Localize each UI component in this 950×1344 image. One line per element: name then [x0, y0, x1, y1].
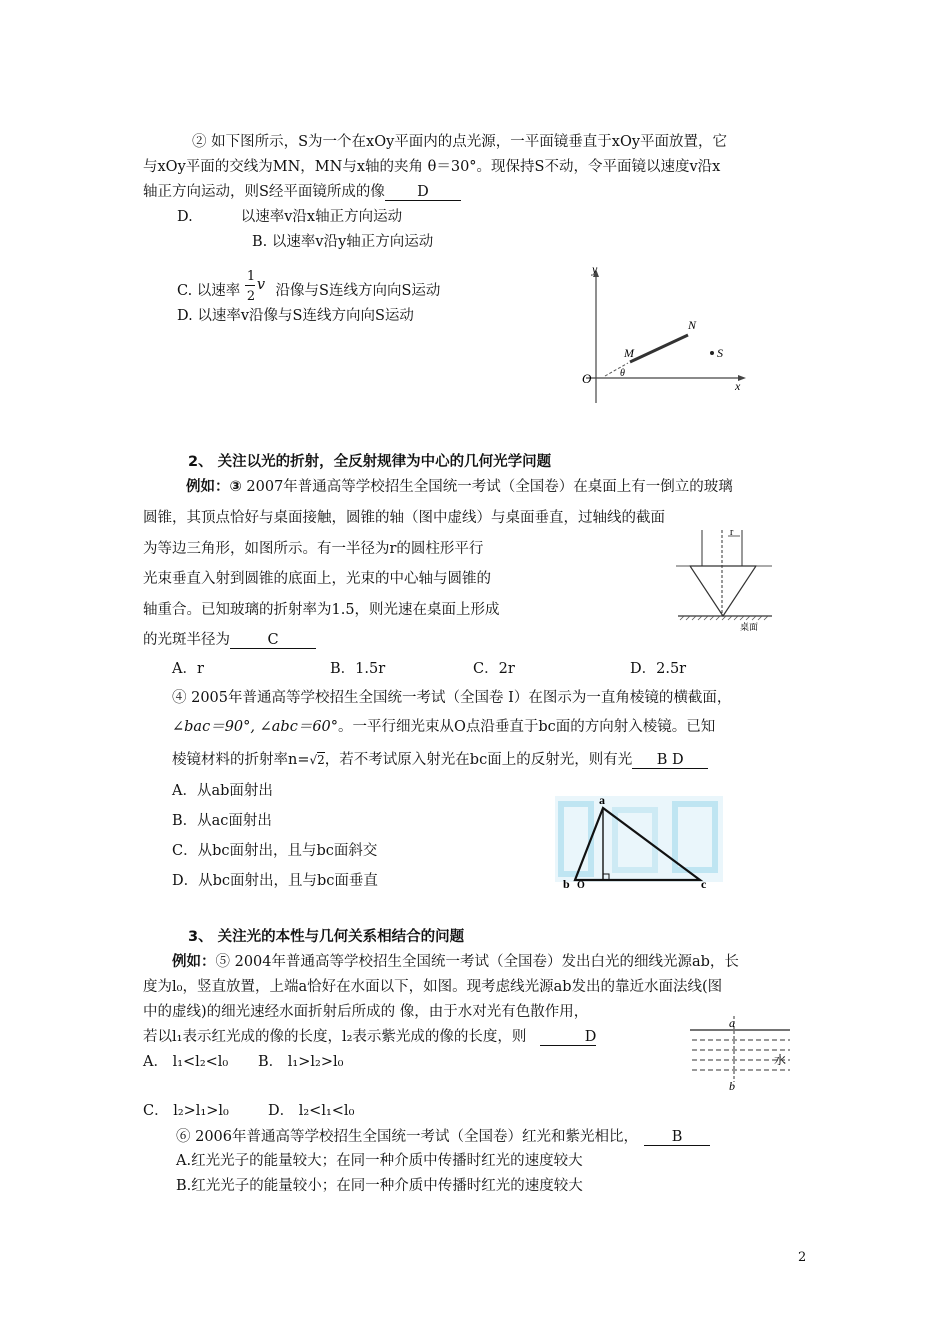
label-y: y — [592, 262, 598, 276]
label-theta: θ — [620, 368, 625, 379]
q3-option-c: C．2r — [473, 661, 515, 677]
label-a: a — [599, 793, 605, 807]
point-source-s — [710, 351, 714, 355]
q2-line1: ② 如下图所示，S为一个在xOy平面内的点光源，一平面镜垂直于xOy平面放置，它 — [192, 134, 728, 150]
label-o: O — [582, 371, 592, 386]
label-a-water: a — [729, 1016, 735, 1030]
mirror-xoy-figure — [580, 262, 750, 405]
q4-option-b: B．从ac面射出 — [172, 813, 272, 829]
q5-line2: 度为l₀，竖直放置，上端a恰好在水面以下，如图。现考虑线光源ab发出的靠近水面法线(图 — [143, 979, 723, 995]
label-water: 水 — [774, 1053, 787, 1067]
q5-option-c: C． l₂>l₁>l₀ — [143, 1103, 229, 1119]
q6-option-b: B.红光光子的能量较小；在同一种介质中传播时红光的速度较大 — [176, 1178, 583, 1194]
q6-line1: ⑥ 2006年普通高等学校招生全国统一考试（全国卷）红光和紫光相比， B — [176, 1127, 710, 1147]
cone-triangle — [690, 566, 756, 616]
section-3-title: 3、 关注光的本性与几何关系相结合的问题 — [188, 929, 465, 945]
q3-line2: 圆锥，其顶点恰好与桌面接触，圆锥的轴（图中虚线）与桌面垂直，过轴线的截面 — [143, 510, 665, 526]
q4-option-c: C．从bc面射出，且与bc面斜交 — [172, 843, 378, 859]
q3-option-b: B．1.5r — [330, 661, 386, 677]
label-c: c — [701, 877, 707, 891]
q3-option-a: A．r — [172, 661, 204, 677]
q4-option-d: D．从bc面射出，且与bc面垂直 — [172, 873, 378, 889]
q5-line4: 若以l₁表示红光成的像的长度，l₂表示紫光成的像的长度，则 D — [143, 1029, 597, 1045]
q2-option-b: B. 以速率v沿y轴正方向运动 — [252, 234, 434, 250]
q4-answer: B D — [632, 752, 708, 769]
section-2-title: 2、 关注以光的折射，全反射规律为中心的几何光学问题 — [188, 454, 552, 470]
q5-option-a: A． l₁<l₂<l₀ — [143, 1054, 229, 1070]
q4-line1: ④ 2005年普通高等学校招生全国统一考试（全国卷 I）在图示为一直角棱镜的横截面， — [172, 690, 732, 706]
q3-line1: 例如：③ 2007年普通高等学校招生全国统一考试（全国卷）在桌面上有一倒立的玻璃 — [186, 479, 733, 495]
q5-line3: 中的虚线)的细光速经水面折射后所成的 像，由于水对光有色散作用， — [143, 1004, 589, 1020]
q2-option-a: D. 以速率v沿x轴正方向运动 — [177, 209, 403, 225]
q5-option-b: B． l₁>l₂>l₀ — [258, 1054, 344, 1070]
label-m: M — [624, 346, 634, 360]
right-prism-figure — [555, 792, 725, 891]
q6-option-a: A.红光光子的能量较大；在同一种介质中传播时红光的速度较大 — [176, 1153, 583, 1169]
q3-answer: C — [230, 632, 316, 649]
q3-line4: 光束垂直入射到圆锥的底面上，光束的中心轴与圆锥的 — [143, 571, 491, 587]
q5-line1: 例如：⑤ 2004年普通高等学校招生全国统一考试（全国卷）发出白光的细线光源ab，长 — [172, 954, 739, 970]
label-s: S — [717, 346, 723, 360]
label-r: r — [730, 527, 734, 538]
mirror-mn — [630, 335, 688, 362]
label-b-water: b — [729, 1079, 735, 1093]
label-o-prism: O — [577, 880, 585, 891]
inverted-cone-figure — [672, 528, 778, 634]
desk-label: 桌面 — [740, 622, 759, 632]
q2-line3: 轴正方向运动，则S经平面镜所成的像 D — [143, 182, 461, 202]
q4-line2: ∠bac＝90°, ∠abc＝60°。一平行细光束从O点沿垂直于bc面的方向射入棱镜。已知 — [172, 719, 716, 735]
q6-answer: B — [644, 1129, 710, 1146]
label-b: b — [563, 877, 570, 891]
q2-option-d: D. 以速率v沿像与S连线方向向S运动 — [177, 308, 414, 324]
label-x: x — [735, 379, 741, 393]
q3-option-d: D．2.5r — [630, 661, 687, 677]
q5-option-d: D． l₂<l₁<l₀ — [268, 1103, 355, 1119]
q2-option-c: C. 以速率 1 2 v 沿像与S连线方向向S运动 — [177, 269, 441, 304]
q2-line2: 与xOy平面的交线为MN，MN与x轴的夹角 θ＝30°。现保持S不动，令平面镜以速度v沿x — [143, 159, 721, 175]
q4-option-a: A．从ab面射出 — [172, 783, 273, 799]
q5-answer: D — [540, 1029, 596, 1046]
label-n: N — [688, 318, 697, 332]
page-number: 2 — [798, 1250, 807, 1265]
q3-line3: 为等边三角形，如图所示。有一半径为r的圆柱形平行 — [143, 541, 484, 557]
q3-line5: 轴重合。已知玻璃的折射率为1.5，则光速在桌面上形成 — [143, 602, 500, 618]
q3-line6: 的光斑半径为 C — [143, 630, 316, 650]
q4-line3: 棱镜材料的折射率n=√2，若不考试原入射光在bc面上的反射光，则有光 B D — [172, 750, 708, 770]
q2-answer: D — [385, 184, 461, 201]
water-line-source-figure — [686, 1014, 798, 1094]
